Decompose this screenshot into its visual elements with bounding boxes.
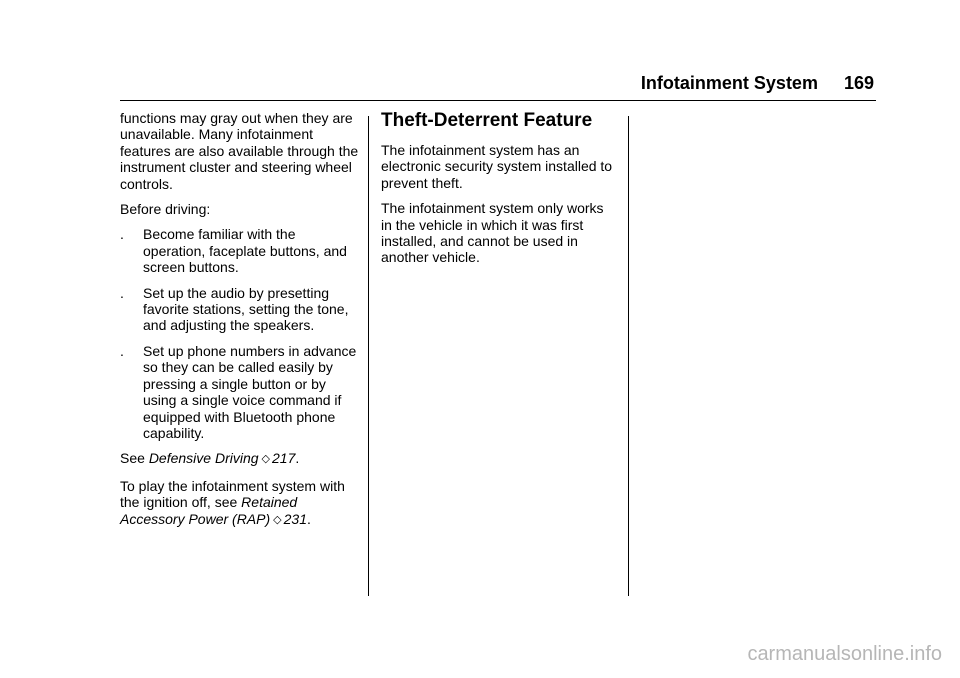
before-driving-label: Before driving: bbox=[120, 201, 211, 218]
page-ref-arrow-icon: ◇ bbox=[273, 513, 282, 526]
bullet-text: Become familiar with the operation, faceplate buttons, and screen buttons. bbox=[143, 226, 347, 276]
list-item bbox=[120, 343, 360, 441]
header-section-title: Infotainment System bbox=[640, 73, 818, 93]
column-divider bbox=[368, 116, 369, 596]
see-reference-paragraph bbox=[120, 450, 360, 468]
page-ref-number[interactable]: 231 bbox=[283, 510, 307, 527]
page-ref-number[interactable]: 217 bbox=[272, 450, 296, 467]
period: . bbox=[295, 450, 300, 467]
column-middle bbox=[381, 110, 617, 275]
bullet-marker: . bbox=[120, 284, 124, 301]
play-reference-paragraph bbox=[120, 478, 360, 529]
watermark: carmanualsonline.info bbox=[747, 643, 942, 665]
column-divider bbox=[628, 116, 629, 596]
bullet-text: Set up the audio by presetting favorite stations, setting the tone, and adjusting the speakers. bbox=[143, 284, 349, 334]
list-item bbox=[120, 226, 360, 275]
page-ref-arrow-icon: ◇ bbox=[261, 453, 270, 466]
intro-paragraph: functions may gray out when they are unavailable. Many infotainment features are also available through the instrument cluster and steering wheel controls. bbox=[120, 110, 359, 192]
theft-paragraph-1: The infotainment system has an electronic security system installed to prevent theft. bbox=[381, 142, 613, 191]
section-heading: Theft-Deterrent Feature bbox=[381, 110, 593, 131]
header-rule bbox=[120, 100, 876, 101]
play-prefix: To play the infotainment system with the ignition off, see bbox=[120, 477, 345, 511]
column-left bbox=[120, 110, 360, 538]
defensive-driving-link[interactable]: Defensive Driving bbox=[148, 450, 259, 467]
page-number: 169 bbox=[843, 73, 874, 93]
bullet-marker: . bbox=[120, 342, 124, 359]
bullet-text: Set up phone numbers in advance so they can be called easily by pressing a single button or by using a single voice command if equipped with Bluetooth phone capability. bbox=[143, 342, 357, 441]
rap-link[interactable]: Retained Accessory Power (RAP) bbox=[120, 494, 298, 527]
list-item bbox=[120, 285, 360, 334]
see-prefix: See bbox=[120, 450, 149, 467]
period: . bbox=[306, 510, 311, 527]
theft-paragraph-2: The infotainment system only works in the vehicle in which it was first installed, and cannot be used in another vehicle. bbox=[381, 200, 604, 266]
page-header bbox=[641, 72, 874, 94]
bullet-marker: . bbox=[120, 226, 124, 243]
